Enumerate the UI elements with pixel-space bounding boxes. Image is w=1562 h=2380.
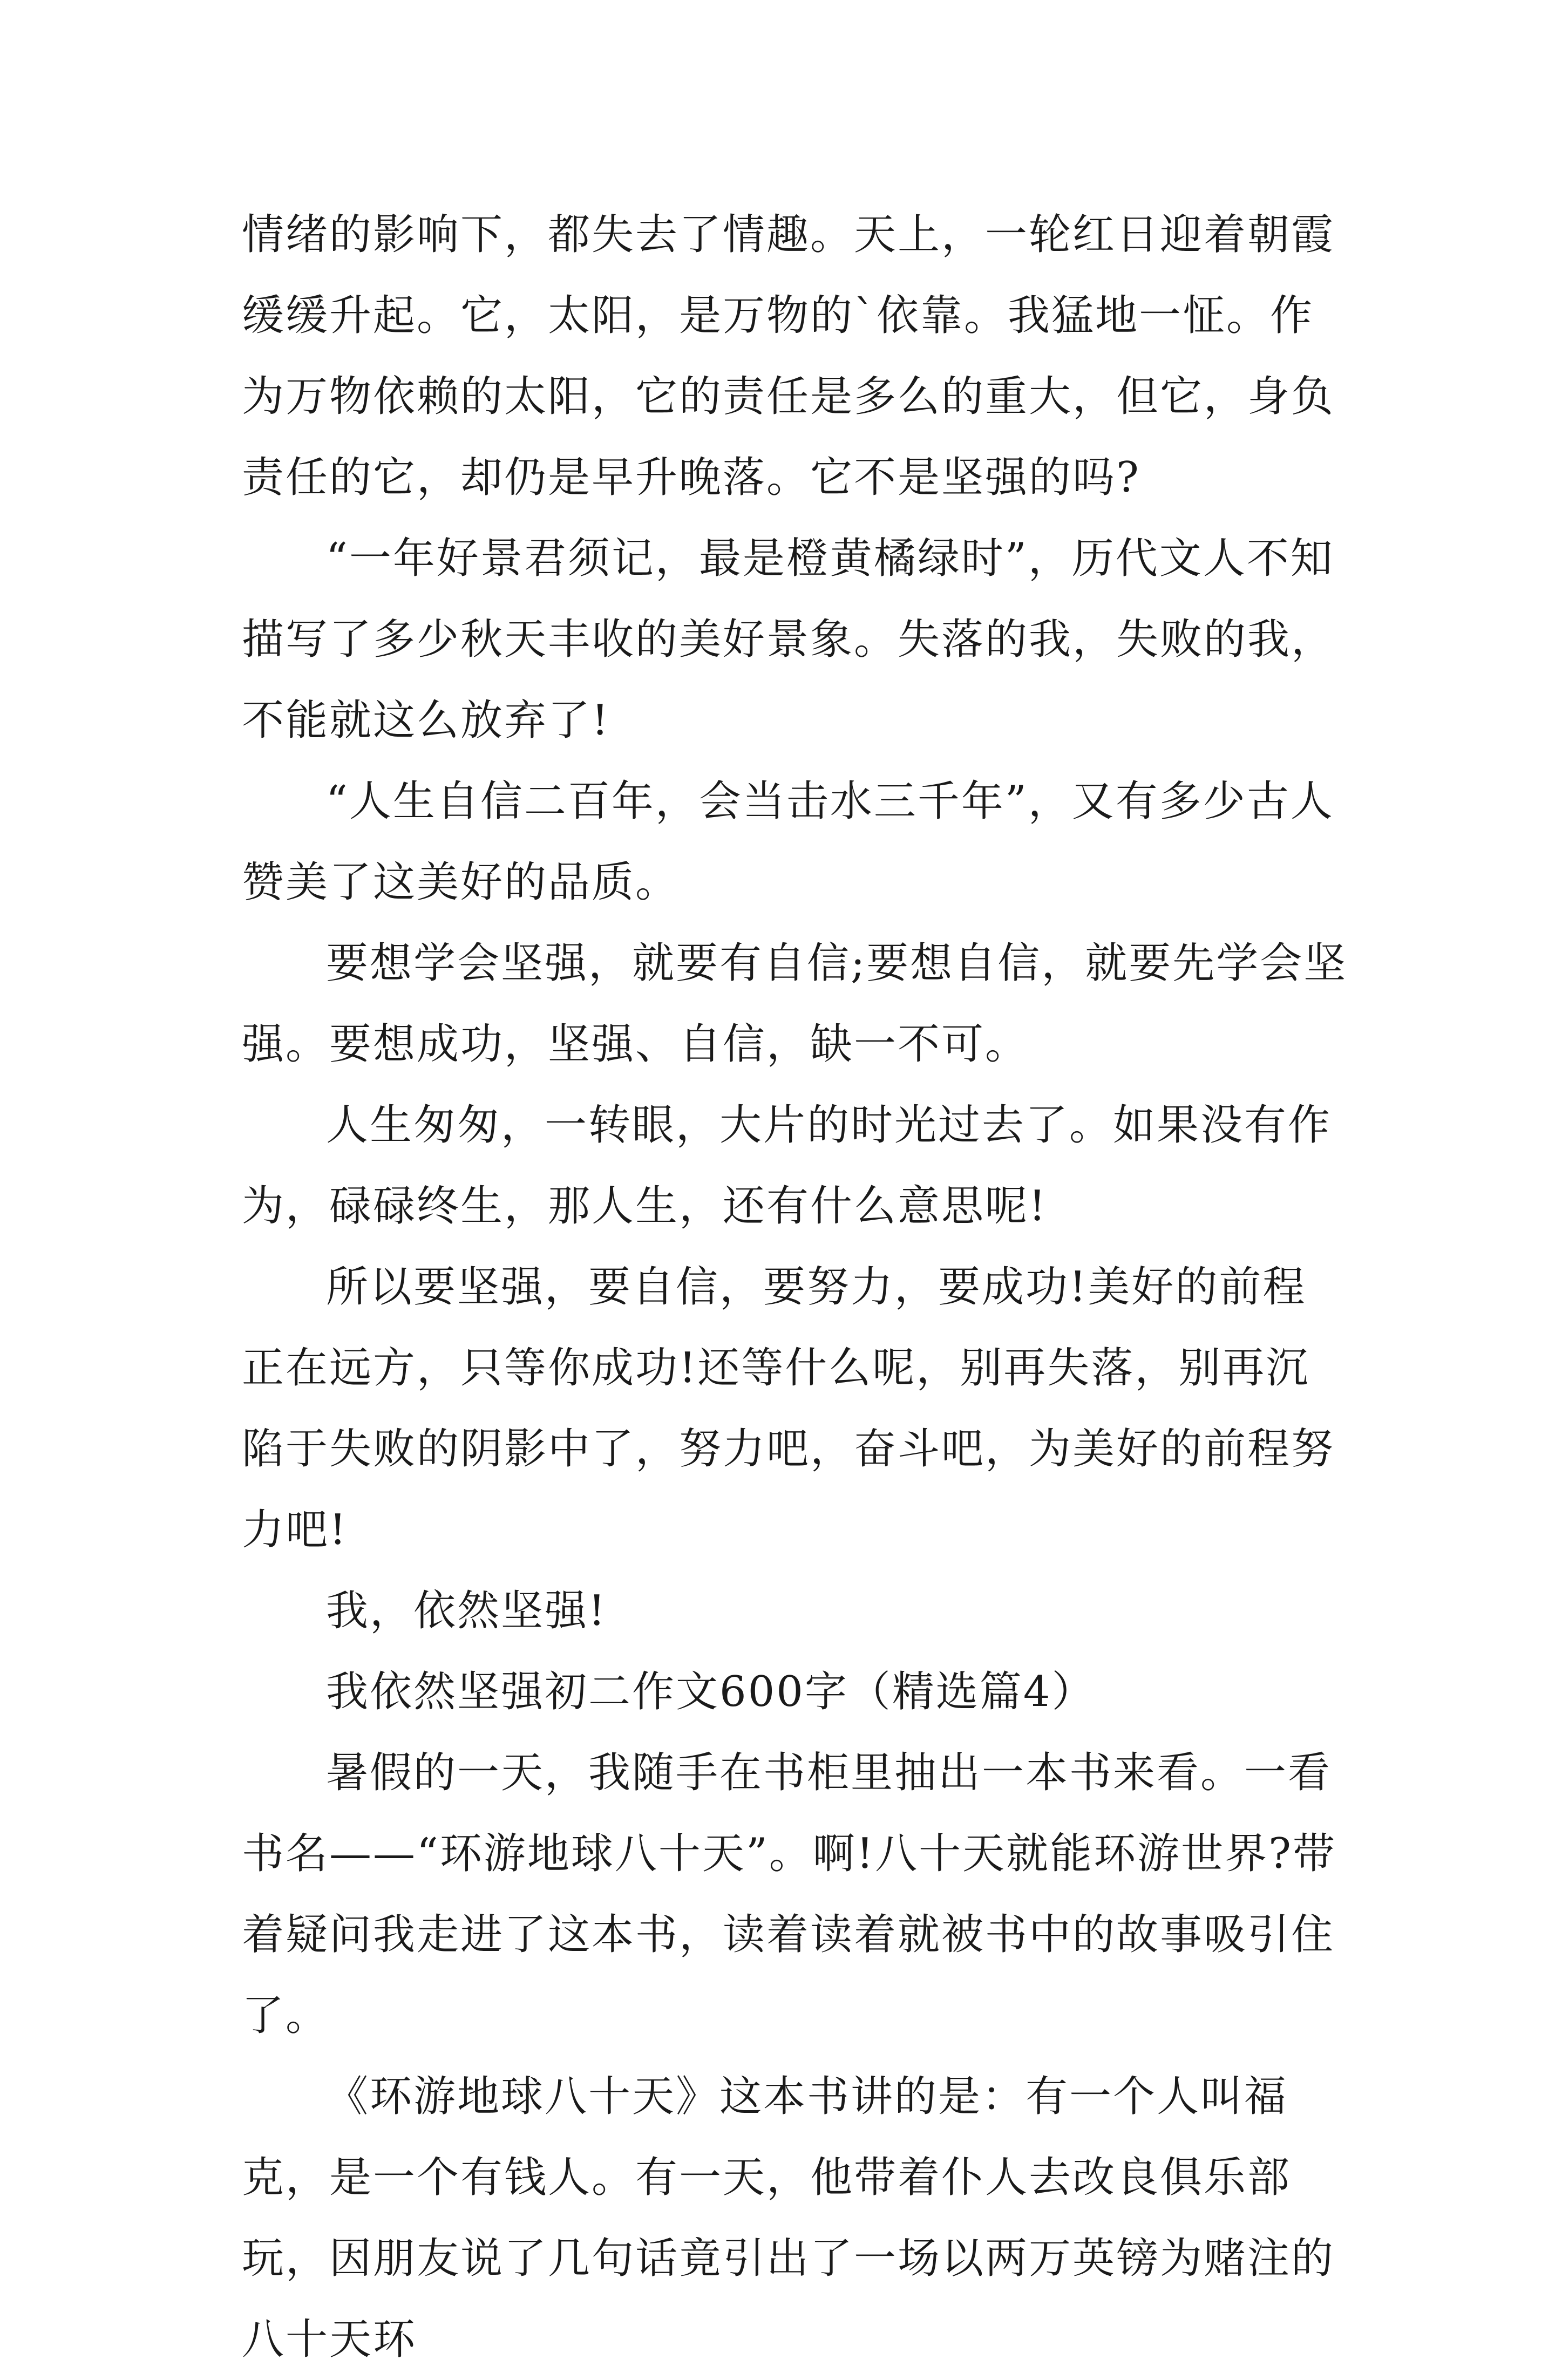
paragraph: 我，依然坚强! [326,1587,607,1635]
paragraph: “人生自信二百年，会当击水三千年”，又有多少古人赞美了这美好的品质。 [242,777,1334,907]
paragraph: 所以要坚强，要自信，要努力，要成功!美好的前程正在远方，只等你成功!还等什么呢，别再失落，别再沉陷于失败的阴影中了，努力吧，奋斗吧，为美好的前程努力吧! [242,1263,1335,1554]
paragraph: 暑假的一天，我随手在书柜里抽出一本书来看。一看书名——“环游地球八十天”。啊!八十天就能环游世界?带着疑问我走进了这本书，读着读着就被书中的故事吸引住了。 [242,1749,1336,2040]
paragraph: “一年好景君须记，最是橙黄橘绿时”，历代文人不知描写了多少秋天丰收的美好景象。失落的我，失败的我，不能就这么放弃了! [242,534,1335,745]
document-body [242,194,1348,2380]
paragraph: 要想学会坚强，就要有自信;要想自信，就要先学会坚强。要想成功，坚强、自信，缺一不可。 [242,939,1348,1069]
section-heading: 我依然坚强初二作文600字（精选篇4） [326,1668,1096,1716]
paragraph: 情绪的影响下，都失去了情趣。天上，一轮红日迎着朝霞缓缓升起。它，太阳，是万物的`依靠。我猛地一怔。作为万物依赖的太阳，它的责任是多么的重大，但它，身负责任的它，却仍是早升晚落。它不是坚强的吗? [242,210,1335,502]
paragraph: 《环游地球八十天》这本书讲的是：有一个人叫福克，是一个有钱人。有一天，他带着仆人去改良俱乐部玩，因朋友说了几句话竟引出了一场以两万英镑为赌注的八十天环 [242,2072,1335,2364]
paragraph: 人生匆匆，一转眼，大片的时光过去了。如果没有作为，碌碌终生，那人生，还有什么意思呢! [242,1101,1332,1230]
